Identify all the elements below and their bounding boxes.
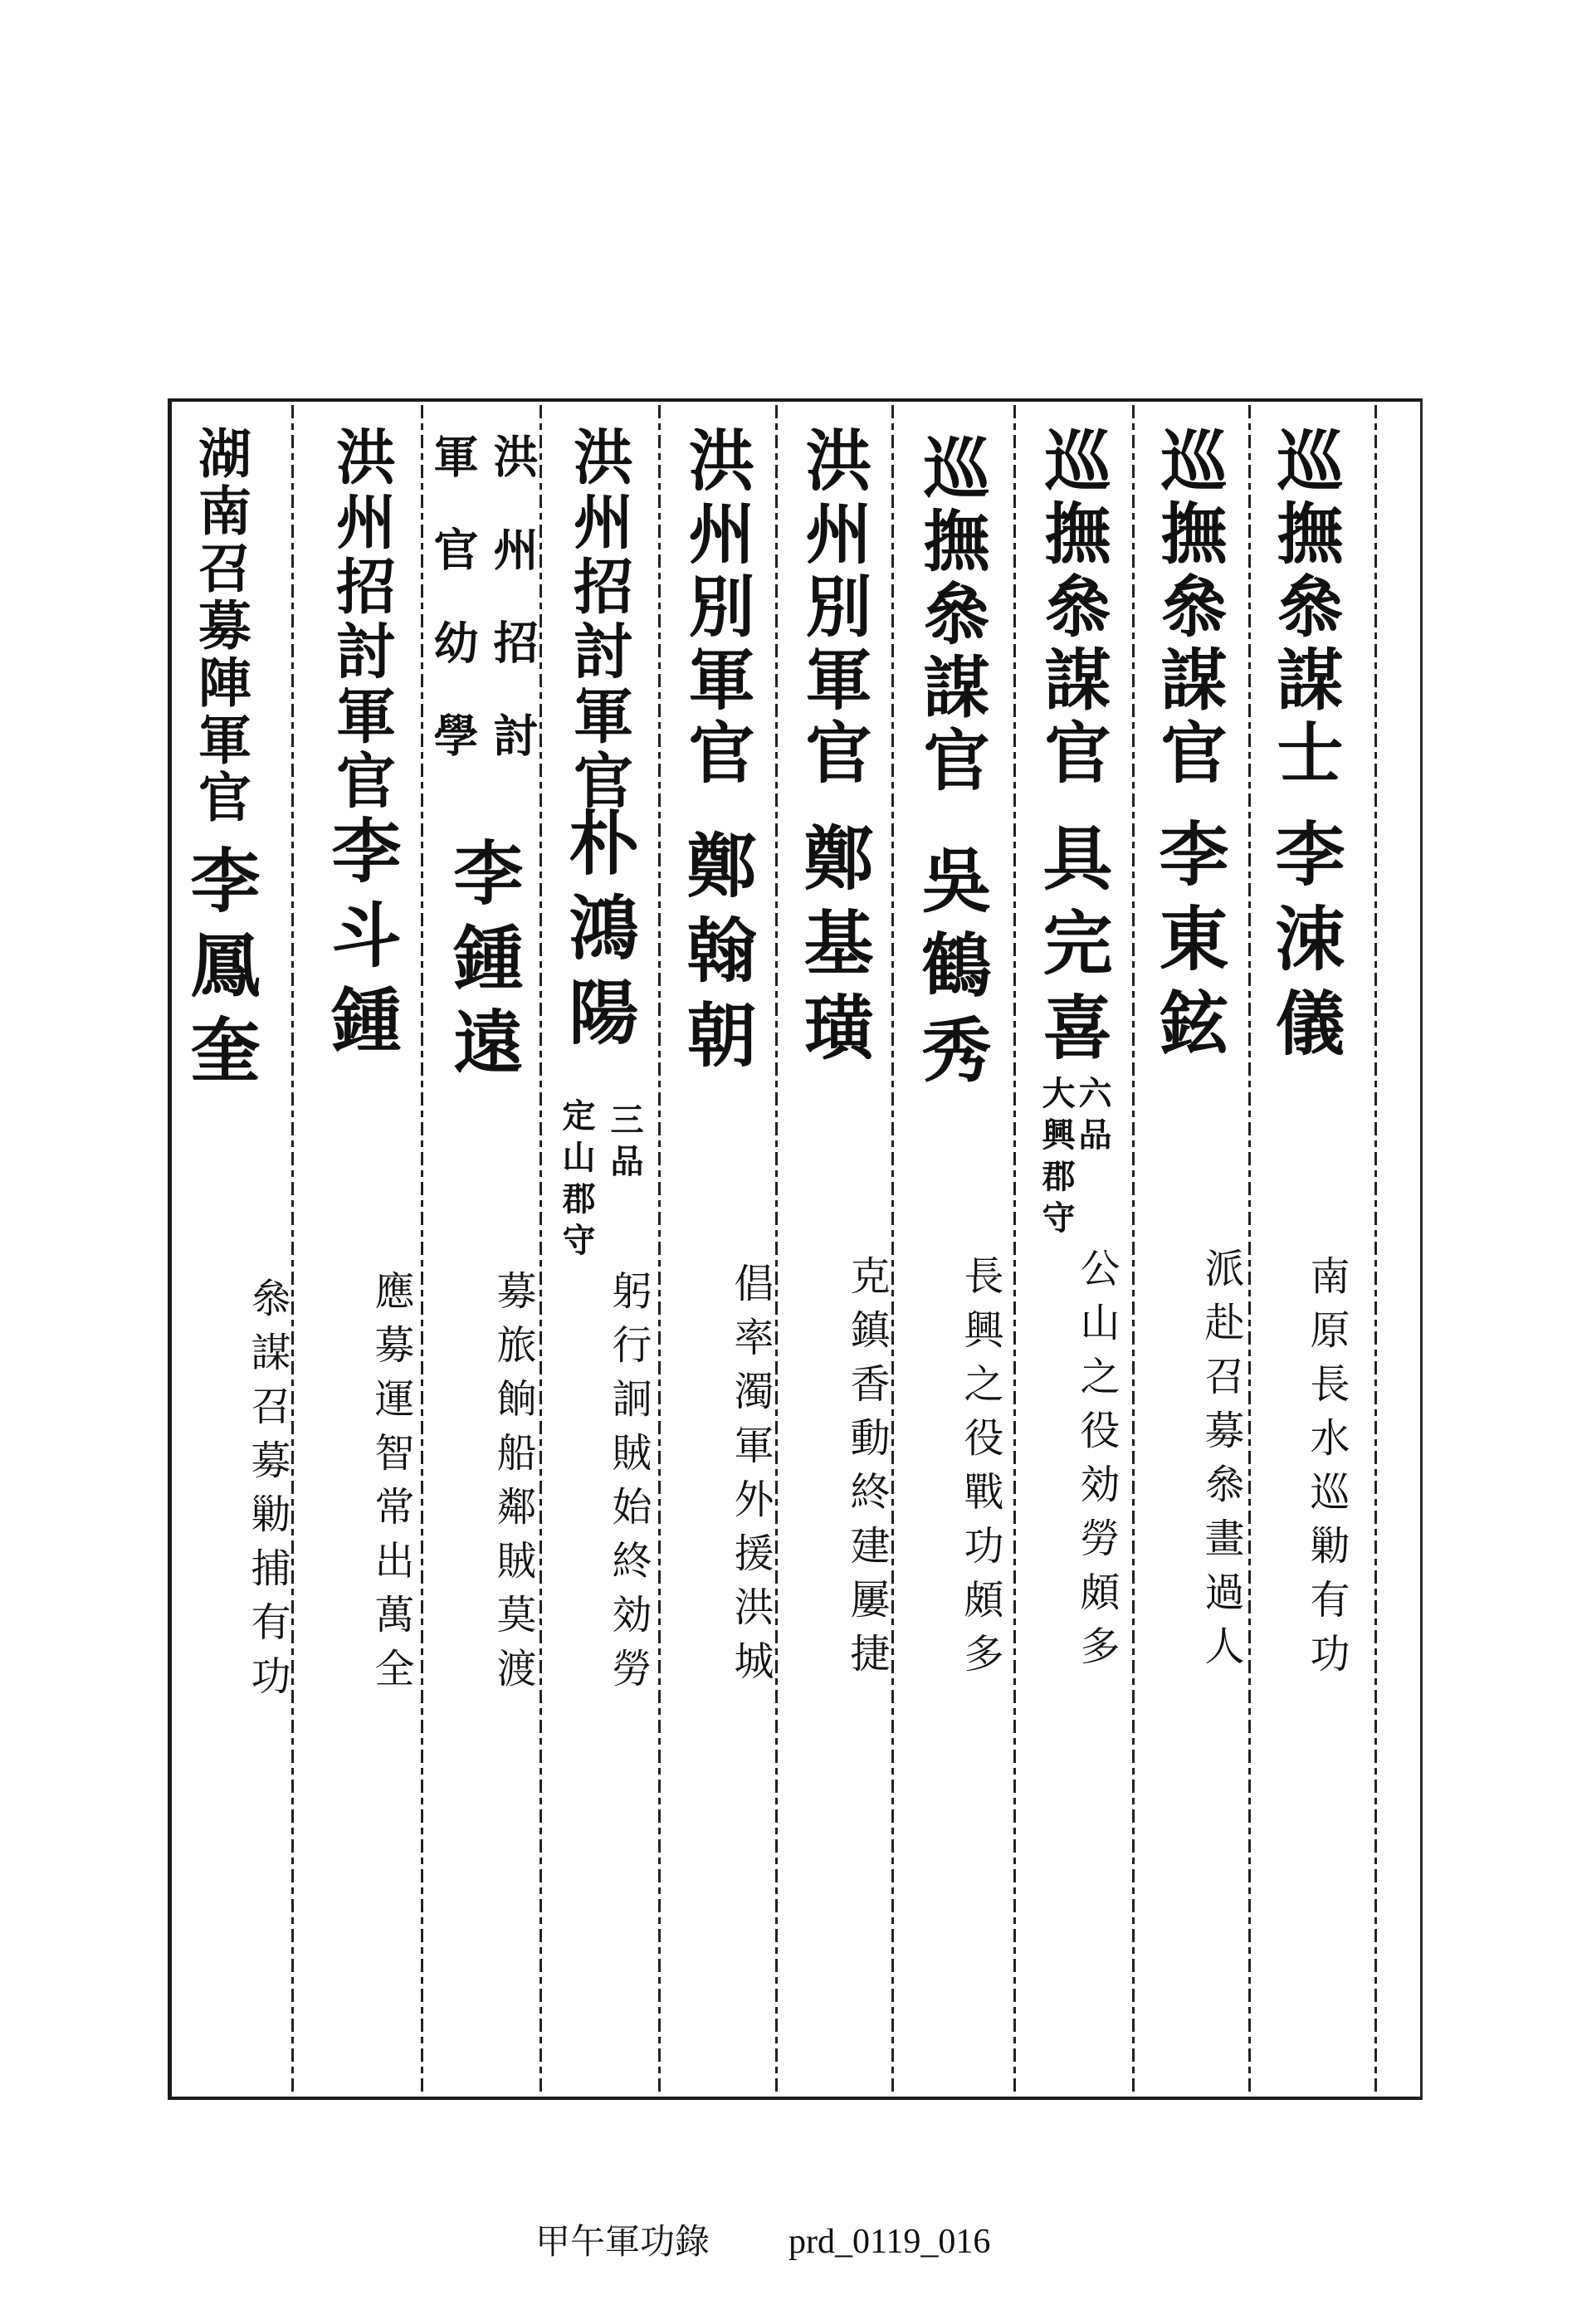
- column-divider: [1248, 405, 1251, 2095]
- merit-note: 叅謀召募勦捕有功: [244, 1277, 290, 1709]
- merit-note: 長興之役戰功頗多: [957, 1255, 1003, 1687]
- merit-note: 公山之役効勞頗多: [1073, 1247, 1120, 1679]
- column-divider: [1374, 405, 1377, 2095]
- entry-title-right: 洪州招討: [486, 433, 540, 805]
- entry-title: 洪州招討軍官: [326, 426, 397, 814]
- entry-name: 朴鴻陽: [558, 807, 640, 1061]
- merit-note: 募旅餉船鄰賊莫渡: [490, 1270, 536, 1702]
- entry-title: 湖南召募陣軍官: [189, 426, 251, 827]
- entry-name: 吳鶴秀: [911, 844, 993, 1098]
- entry-title: 洪州招討軍官: [564, 426, 634, 814]
- merit-note: 克鎮香動終建屢捷: [843, 1255, 890, 1687]
- post-note: 大興郡守: [1037, 1076, 1076, 1242]
- merit-note: 倡率濁軍外援洪城: [727, 1262, 774, 1694]
- column-divider: [291, 405, 294, 2095]
- column-divider: [775, 405, 778, 2095]
- entry-name: 李東鉉: [1148, 818, 1230, 1072]
- merit-note: 派赴召募叅畫過人: [1198, 1247, 1244, 1679]
- column-divider: [658, 405, 661, 2095]
- column-divider: [540, 405, 542, 2095]
- column-divider: [421, 405, 423, 2095]
- post-note: 定山郡守: [557, 1098, 596, 1264]
- entry-name: 李涑儀: [1264, 818, 1346, 1072]
- entry-title: 巡撫叅謀士: [1266, 426, 1344, 791]
- column-divider: [1013, 405, 1016, 2095]
- entry-name: 鄭基璜: [793, 822, 875, 1076]
- column-divider: [891, 405, 894, 2095]
- column-divider: [1132, 405, 1135, 2095]
- entry-title-left: 軍官幼學: [427, 433, 480, 805]
- rank-note: 六品: [1073, 1076, 1112, 1159]
- entry-name: 李斗鍾: [320, 814, 403, 1068]
- entry-title: 洪州別軍官: [794, 426, 872, 791]
- footer-book-title: 甲午軍功錄: [535, 2221, 710, 2262]
- merit-note: 躬行詗賊始終効勞: [605, 1270, 652, 1702]
- entry-name: 具完喜: [1032, 822, 1114, 1076]
- merit-note: 南原長水巡勦有功: [1303, 1255, 1350, 1687]
- entry-title: 洪州別軍官: [677, 426, 755, 791]
- entry-title: 巡撫叅謀官: [1150, 426, 1228, 791]
- entry-title: 巡撫叅謀官: [912, 433, 990, 798]
- entry-name: 李鳳奎: [179, 844, 261, 1098]
- entry-title: 巡撫叅謀官: [1033, 426, 1111, 791]
- entry-name: 鄭翰朝: [676, 829, 758, 1083]
- footer-page-id: prd_0119_016: [788, 2223, 991, 2261]
- entry-name: 李鍾遠: [442, 837, 525, 1091]
- merit-note: 應募運智常出萬全: [368, 1270, 414, 1702]
- rank-note: 三品: [605, 1102, 644, 1185]
